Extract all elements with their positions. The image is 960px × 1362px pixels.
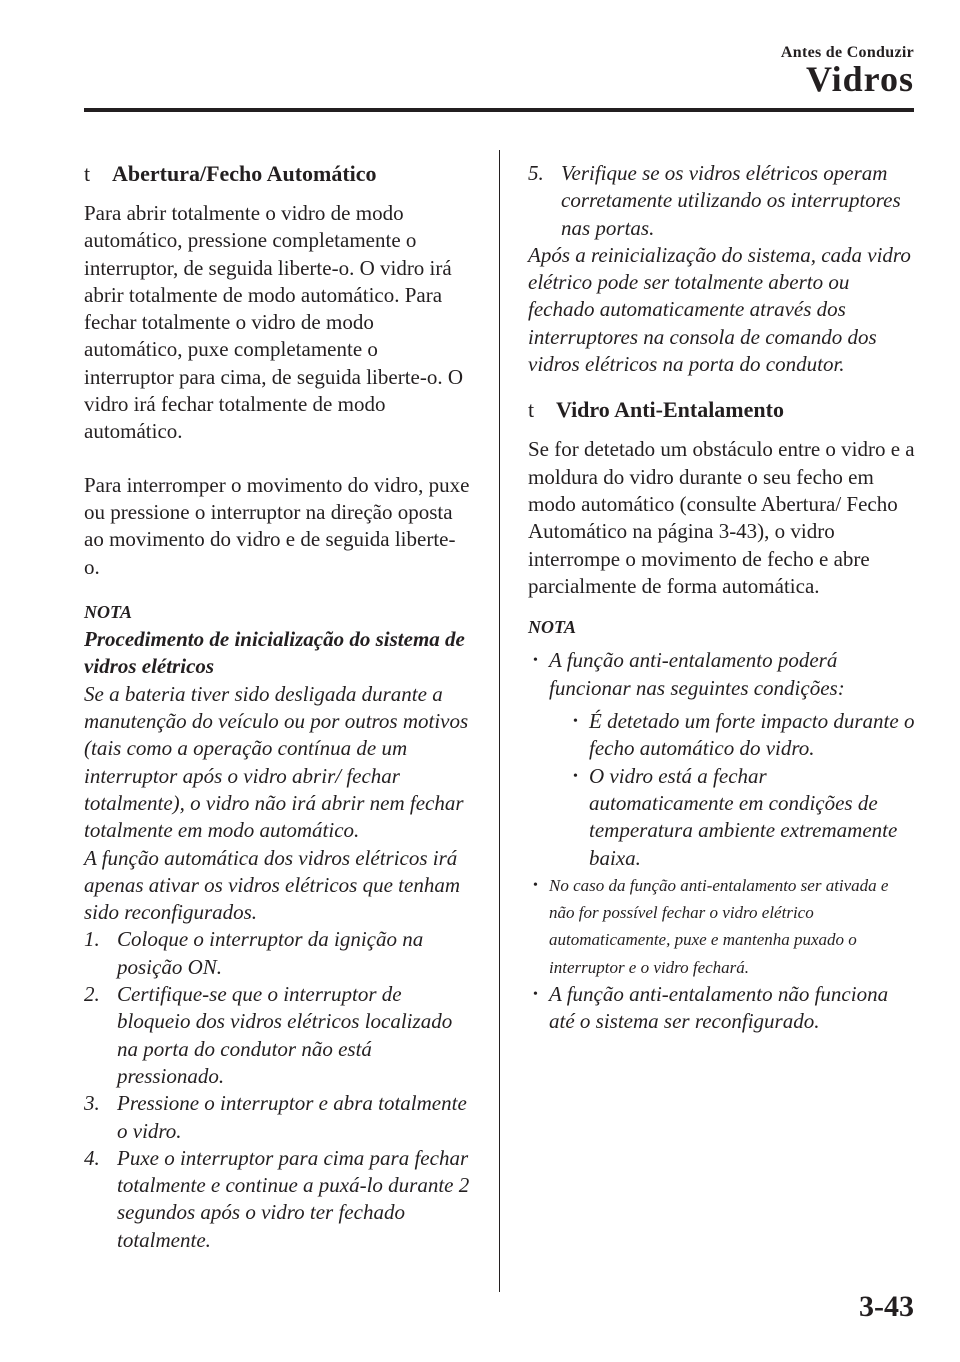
heading-anti-pinch bbox=[528, 396, 916, 424]
step-text: Coloque o interruptor da ignição na posição ON. bbox=[117, 927, 424, 979]
section-title: Vidros bbox=[805, 59, 914, 99]
step-text: Puxe o interruptor para cima para fechar totalmente e continue a puxá-lo durante 2 segundos após o vidro ter fechado totalmente. bbox=[117, 1145, 470, 1252]
bullet-item: • A função anti-entalamento não funciona até o sistema ser reconfigurado. bbox=[530, 981, 916, 1036]
left-column bbox=[84, 160, 470, 1254]
note-label: NOTA bbox=[528, 617, 577, 638]
heading-auto-open-close bbox=[84, 160, 470, 188]
paragraph-interrupt: Para interromper o movimento do vidro, puxe ou pressione o interruptor na direção oposta ao movimento do vidro e de seguida liberte-o. bbox=[84, 472, 470, 579]
sub-bullet-item: • O vidro está a fechar automaticamente em condições de temperatura ambiente extremamente baixa. bbox=[570, 763, 916, 872]
chapter-title: Antes de Conduzir bbox=[780, 44, 914, 61]
right-column bbox=[528, 160, 916, 1036]
step-item bbox=[84, 926, 470, 981]
step-item bbox=[84, 1090, 470, 1145]
step-item bbox=[528, 160, 916, 242]
column-divider bbox=[499, 150, 500, 1292]
step-number: 2. bbox=[84, 982, 100, 1007]
bullet-item bbox=[530, 647, 916, 871]
bullet-text: A função anti-entalamento poderá funcionar nas seguintes condições: bbox=[549, 648, 845, 700]
step-text: Certifique-se que o interruptor de bloqueio dos vidros elétricos localizado na porta do condutor não está pressionado. bbox=[117, 982, 453, 1088]
step-number: 1. bbox=[84, 927, 100, 952]
heading-text: Vidro Anti-Entalamento bbox=[556, 397, 784, 423]
note-label: NOTA bbox=[84, 601, 133, 622]
note-text: A função automática dos vidros elétricos irá apenas ativar os vidros elétricos que tenham sido reconfigurados. bbox=[84, 845, 461, 925]
step-text: Verifique se os vidros elétricos operam corretamente utilizando os interruptores nas portas. bbox=[561, 161, 901, 240]
page-header bbox=[0, 0, 960, 112]
note-heading: Procedimento de inicialização do sistema de vidros elétricos bbox=[84, 627, 465, 679]
sub-bullet-item: • É detetado um forte impacto durante o fecho automático do vidro. bbox=[570, 708, 916, 763]
procedure-steps-continued bbox=[528, 160, 916, 242]
step-text: Pressione o interruptor e abra totalmente o vidro. bbox=[117, 1091, 467, 1143]
page-number: 3-43 bbox=[859, 1290, 914, 1323]
section-marker-icon: t bbox=[528, 397, 535, 423]
note-bullets bbox=[530, 647, 916, 1035]
note-after-reset: Após a reinicialização do sistema, cada vidro elétrico pode ser totalmente aberto ou fechado automaticamente através dos interruptores na consola de comando dos vidros elétricos na porta do condutor. bbox=[528, 242, 911, 377]
paragraph-auto-operation: Para abrir totalmente o vidro de modo automático, pressione completamente o interruptor, de seguida liberte-o. O vidro irá abrir totalmente de modo automático. Para fechar totalmente o vidro de modo automático, puxe completamente o interruptor para cima, de seguida liberte-o. O vidro irá fechar totalmente de modo automático. bbox=[84, 201, 464, 444]
step-number: 4. bbox=[84, 1145, 100, 1170]
step-item bbox=[84, 1145, 470, 1254]
header-rule bbox=[84, 108, 914, 112]
section-marker-icon: t bbox=[84, 161, 91, 186]
note-text: Se a bateria tiver sido desligada durante a manutenção do veículo ou por outros motivos (tais como a operação contínua de um interruptor após o vidro abrir/ fechar totalmente), o vidro não irá abrir nem fechar totalmente em modo automático. bbox=[84, 681, 469, 843]
step-item bbox=[84, 981, 470, 1090]
bullet-item: • No caso da função anti-entalamento ser ativada e não for possível fechar o vidro elétrico automaticamente, puxe e mantenha puxado o interruptor e o vidro fechará. bbox=[530, 872, 916, 981]
paragraph-anti-pinch: Se for detetado um obstáculo entre o vidro e a moldura do vidro durante o seu fecho em modo automático (consulte Abertura/ Fecho Automático na página 3-43), o vidro interrompe o movimento de fecho e abre parcialmente de forma automática. bbox=[528, 437, 915, 598]
heading-text: Abertura/Fecho Automático bbox=[112, 161, 377, 186]
procedure-steps bbox=[84, 926, 470, 1254]
step-number: 3. bbox=[84, 1091, 100, 1116]
step-number: 5. bbox=[528, 161, 544, 185]
sub-bullets bbox=[570, 708, 916, 872]
